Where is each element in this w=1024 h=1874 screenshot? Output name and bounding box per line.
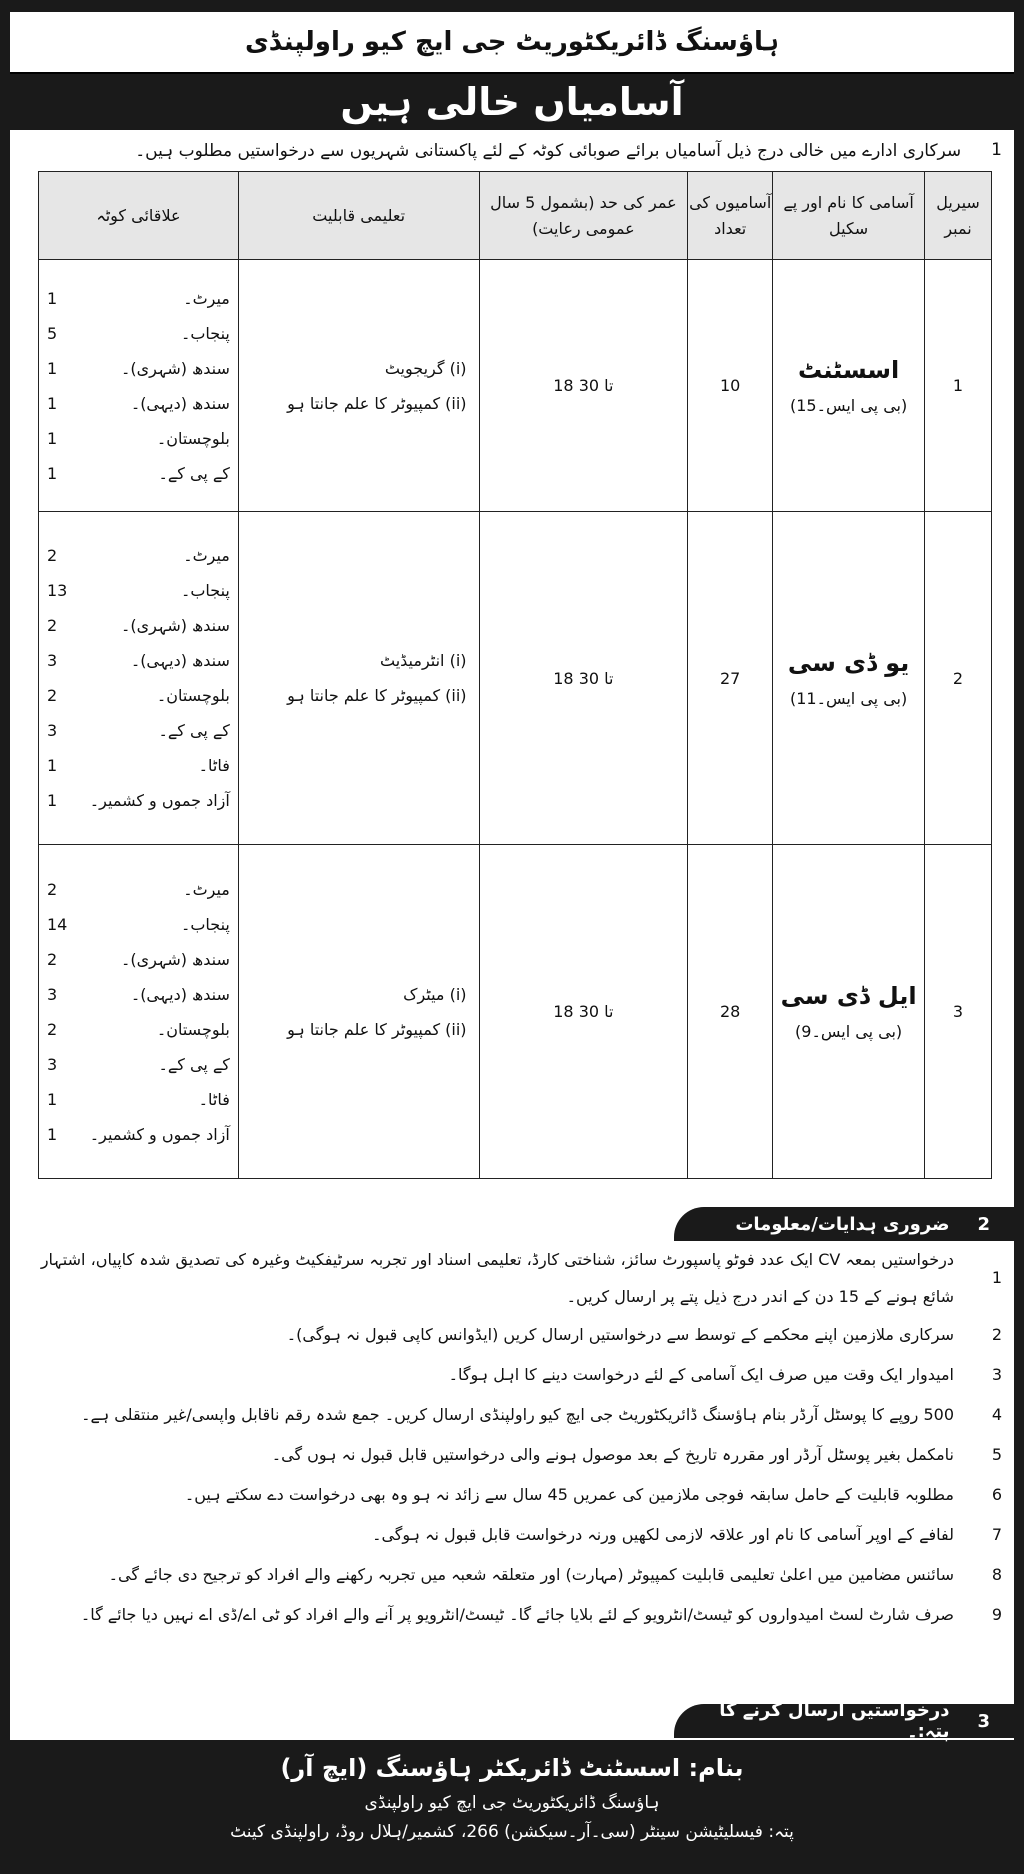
table-row: [39, 845, 992, 1179]
quota-item: [47, 907, 230, 942]
item-number: 4: [991, 1405, 1002, 1425]
item-text: 500 روپے کا پوسٹل آرڈر بنام ہاؤسنگ ڈائریکٹوریٹ جی ایچ کیو راولپنڈی ارسال کریں۔ جمع شدہ رقم ناقابل واپسی/غیر منتقلی ہے۔: [81, 1405, 954, 1425]
item-text: صرف شارٹ لسٹ امیدواروں کو ٹیسٹ/انٹرویو کے لئے بلایا جائے گا۔ ٹیسٹ/انٹرویو پر آنے والے افراد کو ٹی اے/ڈی اے نہیں دیا جائے گا۔: [80, 1605, 954, 1625]
list-item: [22, 1316, 1002, 1356]
pay-scale: (بی پی ایس۔15): [789, 396, 908, 415]
quota-item: [47, 608, 230, 643]
list-item: [22, 1556, 1002, 1596]
item-number: 1: [991, 1268, 1002, 1288]
quota-item: [47, 456, 230, 491]
table-header-row: [39, 172, 992, 260]
region: کے پی کے۔: [158, 1054, 230, 1074]
quota-item: [47, 678, 230, 713]
quota-count: 1: [47, 791, 58, 810]
serial: 2: [925, 512, 992, 845]
quota-count: 1: [47, 428, 58, 448]
age-limit: [479, 260, 688, 512]
age-limit: [479, 512, 688, 845]
pay-scale: (بی پی ایس۔11): [789, 688, 908, 708]
table-row: [39, 512, 992, 845]
quota-count: 3: [47, 1054, 58, 1074]
item-number: 6: [991, 1485, 1002, 1505]
item-text: مطلوبہ قابلیت کے حامل سابقہ فوجی ملازمین کی عمریں 45 سال سے زائد نہ ہو وہ بھی درخواست دے سکتے ہیں۔: [184, 1485, 954, 1505]
quota-count: 2: [47, 546, 58, 565]
quota-item: [47, 1082, 230, 1117]
region: پنجاب۔: [180, 914, 230, 934]
quota-item: [47, 1047, 230, 1082]
post-name: ایل ڈی سی: [780, 982, 917, 1010]
age-range: 18 تا 30: [553, 668, 614, 688]
quota-count: 1: [47, 393, 58, 413]
section-number: 2: [977, 1213, 990, 1235]
region: سندھ (شہری)۔: [120, 616, 230, 635]
item-text: نامکمل بغیر پوسٹل آرڈر اور مقررہ تاریخ کے بعد موصول ہونے والی درخواستیں قابل قبول نہ ہوں گی۔: [271, 1445, 954, 1465]
list-item: [22, 1516, 1002, 1556]
quota-count: 2: [47, 686, 58, 705]
quota-count: 2: [47, 616, 58, 635]
region: سندھ (دیہی)۔: [130, 393, 230, 413]
intro-text: سرکاری ادارے میں خالی درج ذیل آسامیاں برائے صوبائی کوٹہ کے لئے پاکستانی شہریوں سے درخواستیں مطلوب ہیں۔: [135, 141, 962, 161]
quota-count: 1: [47, 463, 58, 483]
quota-count: 3: [47, 984, 58, 1004]
quota-count: 1: [47, 1124, 58, 1144]
age-range: 18 تا 30: [553, 376, 614, 395]
header-serial: سیریل نمبر: [925, 172, 992, 260]
item-number: 9: [991, 1605, 1002, 1625]
quota-count: 2: [47, 879, 58, 899]
qualification-cell: [238, 260, 479, 512]
intro-line: [22, 140, 1002, 161]
region: بلوچستان۔: [156, 686, 230, 705]
section-3-heading: [674, 1700, 1014, 1742]
post-name: اسسٹنٹ: [797, 356, 900, 384]
list-item: [22, 1436, 1002, 1476]
qualification-1: (i) میٹرک: [403, 984, 467, 1004]
quota-item: [47, 872, 230, 907]
quota-item: [47, 643, 230, 678]
age-range: 18 تا 30: [553, 1002, 614, 1021]
quota-item: [47, 281, 230, 316]
item-text: لفافے کے اوپر آسامی کا نام اور علاقہ لازمی لکھیں ورنہ درخواست قابل قبول نہ ہوگی۔: [372, 1525, 954, 1545]
quota-item: [47, 783, 230, 818]
qualification-2: (ii) کمپیوٹر کا علم جانتا ہو: [287, 393, 467, 413]
quota-cell: [39, 260, 239, 512]
quota-item: [47, 386, 230, 421]
qualification-cell: [238, 845, 479, 1179]
qualification-2: (ii) کمپیوٹر کا علم جانتا ہو: [287, 686, 467, 705]
quota-item: [47, 748, 230, 783]
quota-item: [47, 942, 230, 977]
region: فاٹا۔: [198, 1089, 230, 1109]
quota-item: [47, 1012, 230, 1047]
item-number: 3: [991, 1365, 1002, 1385]
list-item: [22, 1596, 1002, 1636]
item-text: درخواستیں بمعہ CV ایک عدد فوٹو پاسپورٹ سائز، شناختی کارڈ، تعلیمی اسناد اور تجربہ سرٹیفکیٹ وغیرہ کی تصدیق شدہ کاپیاں، اشتہار شائع ہونے کے 15 دن کے اندر درج ذیل پتے پر ارسال کریں۔: [40, 1250, 954, 1306]
list-item: [22, 1396, 1002, 1436]
region: سندھ (شہری)۔: [120, 949, 230, 969]
quota-count: 2: [47, 1019, 58, 1039]
item-number: 2: [991, 1325, 1002, 1345]
quota-count: 5: [47, 323, 58, 343]
region: سندھ (دیہی)۔: [130, 651, 230, 670]
item-number: 5: [991, 1445, 1002, 1465]
item-number: 8: [991, 1565, 1002, 1585]
quota-count: 3: [47, 721, 58, 740]
qualification-2: (ii) کمپیوٹر کا علم جانتا ہو: [287, 1019, 467, 1039]
quota-count: 1: [47, 288, 58, 308]
post-name: یو ڈی سی: [787, 648, 910, 677]
intro-number: 1: [991, 140, 1002, 160]
region: آزاد جموں و کشمیر۔: [89, 791, 230, 810]
header-post: آسامی کا نام اور پے سکیل: [773, 172, 925, 260]
list-item: [22, 1242, 1002, 1316]
quota-count: 1: [47, 1089, 58, 1109]
quota-count: 1: [47, 756, 58, 775]
item-text: امیدوار ایک وقت میں صرف ایک آسامی کے لئے درخواست دینے کا اہل ہوگا۔: [448, 1365, 954, 1385]
age-limit: [479, 845, 688, 1179]
quota-count: 3: [47, 651, 58, 670]
quota-count: 1: [47, 358, 58, 378]
region: آزاد جموں و کشمیر۔: [89, 1124, 230, 1144]
quota-count: 13: [47, 581, 68, 600]
post-count: 10: [688, 260, 773, 512]
header-quota: علاقائی کوٹہ: [39, 172, 239, 260]
post-count: 28: [688, 845, 773, 1179]
item-text: سائنس مضامین میں اعلیٰ تعلیمی قابلیت کمپیوٹر (مہارت) اور متعلقہ شعبہ میں تجربہ رکھنے والے افراد کو ترجیح دی جائے گی۔: [108, 1565, 954, 1585]
region: میرٹ۔: [183, 879, 230, 899]
qualification-cell: [238, 512, 479, 845]
region: سندھ (شہری)۔: [120, 358, 230, 378]
item-number: 7: [991, 1525, 1002, 1545]
quota-item: [47, 1117, 230, 1152]
addressee: بنام: اسسٹنٹ ڈائریکٹر ہاؤسنگ (ایچ آر): [280, 1754, 744, 1782]
region: کے پی کے۔: [158, 721, 230, 740]
header-qualification: تعلیمی قابلیت: [238, 172, 479, 260]
address-organization: ہاؤسنگ ڈائریکٹوریٹ جی ایچ کیو راولپنڈی: [364, 1793, 660, 1813]
list-item: [22, 1476, 1002, 1516]
item-text: سرکاری ملازمین اپنے محکمے کے توسط سے درخواستیں ارسال کریں (ایڈوانس کاپی قبول نہ ہوگی)۔: [286, 1325, 954, 1345]
section-title: درخواستیں ارسال کرنے کا پتہ:۔: [719, 1700, 950, 1742]
serial: 3: [925, 845, 992, 1179]
quota-item: [47, 538, 230, 573]
region: بلوچستان۔: [156, 428, 230, 448]
serial: 1: [925, 260, 992, 512]
qualification-1: (i) گریجویٹ: [384, 358, 467, 378]
region: میرٹ۔: [183, 546, 230, 565]
quota-item: [47, 316, 230, 351]
vacancies-table: [38, 171, 992, 1179]
section-2-heading: [674, 1207, 1014, 1241]
list-item: [22, 1356, 1002, 1396]
region: بلوچستان۔: [156, 1019, 230, 1039]
quota-item: [47, 713, 230, 748]
region: پنجاب۔: [180, 581, 230, 600]
address-footer: [0, 1740, 1024, 1874]
section-title: ضروری ہدایات/معلومات: [735, 1213, 950, 1235]
pay-scale: (بی پی ایس۔9): [795, 1022, 903, 1041]
region: سندھ (دیہی)۔: [130, 984, 230, 1004]
section-number: 3: [977, 1710, 990, 1732]
quota-cell: [39, 512, 239, 845]
header-count: آسامیوں کی تعداد: [688, 172, 773, 260]
qualification-1: (i) انٹرمیڈیٹ: [379, 651, 467, 670]
quota-count: 2: [47, 949, 58, 969]
region: کے پی کے۔: [158, 463, 230, 483]
quota-item: [47, 977, 230, 1012]
advertisement-page: [10, 12, 1014, 1740]
quota-item: [47, 351, 230, 386]
quota-item: [47, 421, 230, 456]
post-cell: [773, 260, 925, 512]
table-row: [39, 260, 992, 512]
quota-count: 14: [47, 914, 68, 934]
region: پنجاب۔: [180, 323, 230, 343]
organization-title: ہاؤسنگ ڈائریکٹوریٹ جی ایچ کیو راولپنڈی: [10, 12, 1014, 74]
instructions-list: [22, 1242, 1002, 1636]
post-cell: [773, 512, 925, 845]
post-count: 27: [688, 512, 773, 845]
region: فاٹا۔: [198, 756, 230, 775]
quota-cell: [39, 845, 239, 1179]
address: پتہ: فیسلیٹیشن سینٹر (سی۔آر۔سیکشن) 266، کشمیر/ہلال روڈ، راولپنڈی کینٹ: [230, 1822, 794, 1842]
region: میرٹ۔: [183, 288, 230, 308]
post-cell: [773, 845, 925, 1179]
header-age: عمر کی حد (بشمول 5 سال عمومی رعایت): [479, 172, 688, 260]
vacancies-title: آسامیاں خالی ہیں: [10, 74, 1014, 130]
quota-item: [47, 573, 230, 608]
